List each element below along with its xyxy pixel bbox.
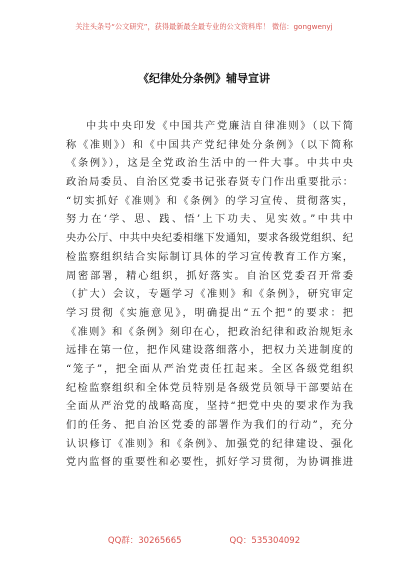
document-body (66, 118, 353, 473)
body-line: （扩大）会议，专题学习《准则》和《条例》，研究审定 (66, 289, 353, 301)
body-line: 党内监督的重要性和必要性，抓好学习贯彻，为协调推进 (66, 457, 353, 469)
body-line: 中共中央印发《中国共产党廉洁自律准则》（以下简 (86, 121, 353, 132)
body-line: 远排在第一位，把作风建设落细落小，把权力关进制度的 (66, 345, 353, 357)
body-line: 周密部署，精心组织，抓好落实。自治区党委召开常委 (66, 270, 353, 282)
footer-contact (0, 534, 408, 546)
header-banner: 关注头条号“公文研究”，获得最新最全最专业的公文资料库！ 微信：gongwenyj (75, 22, 333, 31)
body-line: 《准则》和《条例》刻印在心，把政治纪律和政治规矩永 (66, 326, 353, 338)
body-line: “切实抓好《准则》和《条例》的学习宣传、贯彻落实， (66, 195, 353, 207)
body-line: 学习贯彻《实施意见》，明确提出“五个把”的要求：把 (66, 307, 353, 319)
body-line: 央办公厅、中共中央纪委相继下发通知，要求各级党组织、纪 (66, 233, 353, 245)
body-line: 称《准则》）和《中国共产党纪律处分条例》（以下简称 (66, 139, 353, 151)
body-line: 政治局委员、自治区党委书记张春贤专门作出重要批示： (66, 177, 353, 189)
body-line: 《条例》），这是全党政治生活中的一件大事。中共中央 (66, 158, 353, 170)
body-line: 努力在‘学、思、践、悟’上下功夫、见实效。”中共中 (66, 214, 353, 226)
body-line: 全面从严治党的战略高度，坚持“把党中央的要求作为我 (66, 401, 353, 413)
body-line: 纪检监察组织和全体党员特别是各级党员领导干部要站在 (66, 382, 353, 394)
body-line: 们的任务、把自治区党委的部署作为我们的行动”，充分 (66, 420, 353, 431)
body-line: “笼子”，把全面从严治党责任扛起来。全区各级党组织 (66, 363, 353, 375)
document-title: 《纪律处分条例》辅导宣讲 (138, 72, 270, 85)
footer-qq-number: QQ：535304092 (229, 536, 301, 546)
body-line: 认识修订《准则》和《条例》、加强党的纪律建设、强化 (66, 438, 353, 450)
footer-qq-group: QQ群：30265665 (107, 536, 182, 546)
body-line: 检监察组织结合实际制订具体的学习宣传教育工作方案， (66, 251, 353, 263)
